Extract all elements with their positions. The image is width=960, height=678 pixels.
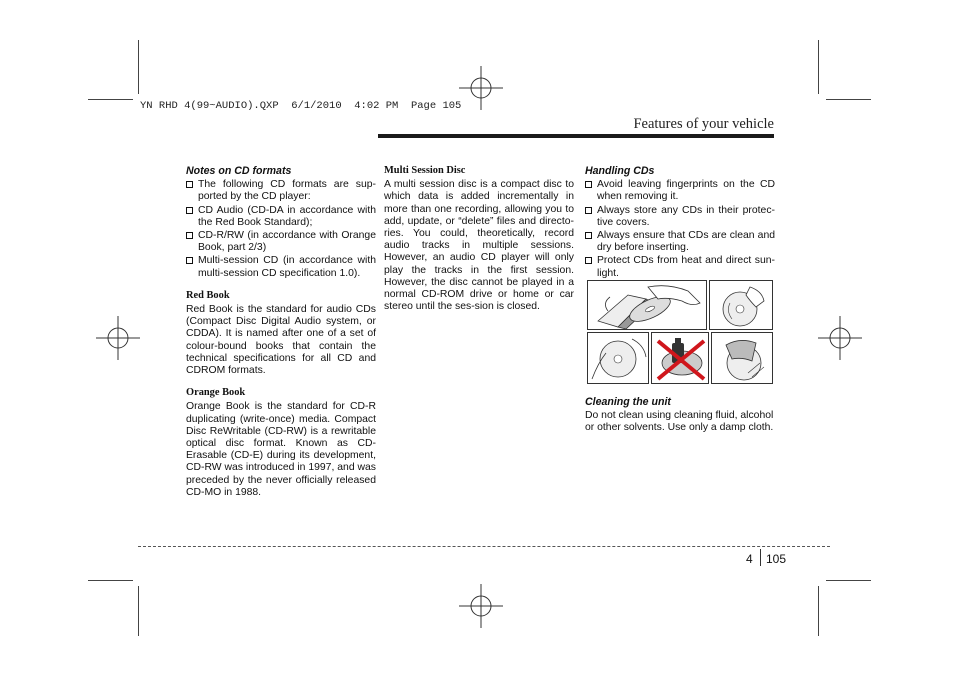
registration-mark-icon bbox=[96, 316, 140, 360]
list-item: Always ensure that CDs are clean and dry before inserting. bbox=[585, 230, 775, 254]
checkbox-bullet-icon bbox=[585, 232, 592, 239]
page-header-title: Features of your vehicle bbox=[633, 116, 774, 132]
chapter-number: 4 bbox=[746, 552, 753, 566]
cd-fingerprint-illustration bbox=[709, 280, 773, 330]
column-2 bbox=[384, 165, 574, 313]
handling-cds-list bbox=[585, 179, 775, 280]
cd-handling-illustrations bbox=[587, 280, 773, 384]
cd-formats-heading: Notes on CD formats bbox=[186, 165, 292, 177]
list-item: CD Audio (CD-DA in accordance with the Red Book Standard); bbox=[186, 205, 376, 229]
cd-case-illustration bbox=[587, 332, 649, 384]
cd-no-solvent-illustration bbox=[651, 332, 709, 384]
checkbox-bullet-icon bbox=[186, 232, 193, 239]
registration-mark-icon bbox=[459, 584, 503, 628]
column-1 bbox=[186, 165, 376, 499]
red-book-text: Red Book is the standard for audio CDs (Compact Disc Digital Audio system, or CDDA). It is named after one of a set of colour-bound books that contain the technical specifications for all CD and CDROM formats. bbox=[186, 304, 376, 377]
checkbox-bullet-icon bbox=[186, 257, 193, 264]
checkbox-bullet-icon bbox=[585, 181, 592, 188]
print-slug: YN RHD 4(99~AUDIO).QXP 6/1/2010 4:02 PM Page 105 bbox=[140, 100, 462, 112]
list-item: Avoid leaving fingerprints on the CD when removing it. bbox=[585, 179, 775, 203]
page-number: 105 bbox=[766, 552, 787, 566]
handling-cds-heading: Handling CDs bbox=[585, 165, 655, 177]
multi-session-text: A multi session disc is a compact disc to which data is added incrementally in more than one recording, allowing you to add, update, or “delete” files and directo-ries. You could, theoretically, record audio tracks in multiple sessions. However, an audio CD player will only play the tracks in the first session. However, the disc cannot be played in a normal CD-ROM drive or home or car stereo until the ses-sion is closed. bbox=[384, 179, 574, 313]
list-item: Always store any CDs in their protec-tive covers. bbox=[585, 205, 775, 229]
cleaning-section bbox=[585, 396, 775, 435]
list-item: Protect CDs from heat and direct sun-light. bbox=[585, 255, 775, 279]
checkbox-bullet-icon bbox=[186, 207, 193, 214]
cd-formats-list bbox=[186, 179, 376, 280]
cleaning-heading: Cleaning the unit bbox=[585, 396, 671, 408]
header-rule bbox=[378, 134, 774, 138]
cd-cloth-illustration bbox=[711, 332, 773, 384]
orange-book-text: Orange Book is the standard for CD-R duplicating (write-once) media. Compact Disc ReWritable (CD-RW) is a rewritable optical disc format. Known as CD-Erasable (CD-E) during its development, CD-RW was introduced in 1997, and was preceded by the never officially released CD-MO in 1988. bbox=[186, 401, 376, 498]
registration-mark-icon bbox=[459, 66, 503, 110]
cd-insert-illustration bbox=[587, 280, 707, 330]
checkbox-bullet-icon bbox=[186, 181, 193, 188]
list-item: Multi-session CD (in accordance with multi-session CD specification 1.0). bbox=[186, 255, 376, 279]
checkbox-bullet-icon bbox=[585, 207, 592, 214]
list-item: The following CD formats are sup-ported by the CD player: bbox=[186, 179, 376, 203]
page-number-separator bbox=[760, 549, 761, 566]
orange-book-heading: Orange Book bbox=[186, 387, 246, 399]
footer-rule bbox=[138, 546, 830, 547]
list-item: CD-R/RW (in accordance with Orange Book, part 2/3) bbox=[186, 230, 376, 254]
registration-mark-icon bbox=[818, 316, 862, 360]
multi-session-heading: Multi Session Disc bbox=[384, 165, 466, 176]
column-3 bbox=[585, 165, 775, 281]
checkbox-bullet-icon bbox=[585, 257, 592, 264]
red-book-heading: Red Book bbox=[186, 289, 230, 301]
cleaning-text: Do not clean using cleaning fluid, alcohol or other solvents. Use only a damp cloth. bbox=[585, 410, 774, 434]
